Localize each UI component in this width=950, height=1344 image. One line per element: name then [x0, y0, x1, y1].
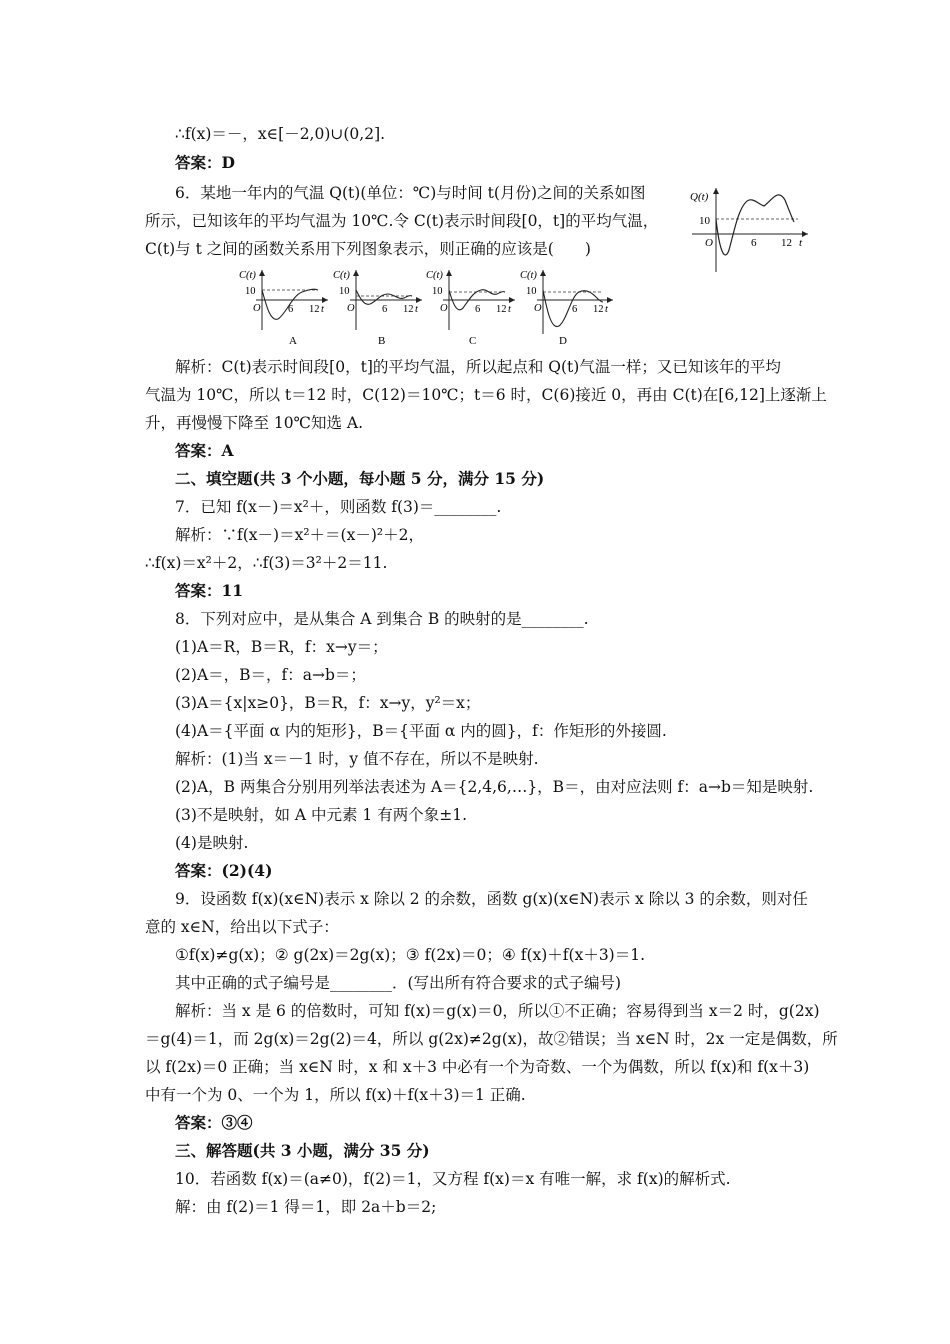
graph-xlabel: t: [605, 304, 608, 315]
graph-y10: 10: [432, 286, 443, 297]
option-graph-a: [236, 264, 331, 348]
option-letter: B: [378, 335, 386, 347]
graph-x6: 6: [475, 304, 481, 315]
graph-x6: 6: [572, 304, 578, 315]
question-8-option-4: (4)A＝{平面 α 内的矩形}，B＝{平面 α 内的圆}，f：作矩形的外接圆.: [175, 722, 667, 740]
graph-x6: 6: [751, 237, 757, 249]
graph-ylabel: C(t): [426, 270, 443, 281]
option-graph-b: [330, 264, 425, 348]
answer-8: 答案：(2)(4): [175, 861, 273, 880]
question-6-line-3: C(t)与 t 之间的函数关系用下列图象表示，则正确的应该是( ): [145, 240, 591, 258]
graph-x12: 12: [593, 304, 604, 315]
graph-x6: 6: [382, 304, 388, 315]
option-letter: A: [289, 335, 297, 347]
graph-xlabel: t: [321, 304, 324, 315]
main-graph-q: [688, 182, 813, 274]
graph-x12: 12: [496, 304, 507, 315]
graph-origin: O: [705, 237, 713, 249]
graph-origin: O: [253, 303, 261, 314]
solution-8-line-4: (4)是映射.: [175, 834, 249, 852]
graph-ylabel: C(t): [520, 270, 537, 281]
solution-7-line-1: 解析：∵f(x－)＝x²＋＝(x－)²＋2，: [175, 526, 424, 544]
graph-xlabel: t: [508, 304, 511, 315]
question-9-line-3: ①f(x)≠g(x)；② g(2x)＝2g(x)；③ f(2x)＝0；④ f(x)＋f(x＋3)＝1.: [175, 946, 646, 964]
option-letter: D: [559, 335, 567, 347]
solution-8-line-2: (2)A，B 两集合分别用列举法表述为 A＝{2,4,6,…}，B＝，由对应法则 f：a→b＝知是映射.: [175, 778, 814, 796]
graph-xlabel: t: [799, 237, 803, 249]
answer-7: 答案：11: [175, 581, 244, 600]
section-3-heading: 三、解答题(共 3 小题，满分 35 分): [175, 1141, 430, 1160]
graph-xlabel: t: [415, 304, 418, 315]
graph-origin: O: [347, 303, 355, 314]
solution-6-line-3: 升，再慢慢下降至 10℃知选 A.: [145, 414, 364, 432]
question-8-option-1: (1)A＝R，B＝R，f：x→y＝；: [175, 638, 388, 656]
question-9-line-1: 9．设函数 f(x)(x∈N)表示 x 除以 2 的余数，函数 g(x)(x∈N)表示 x 除以 3 的余数，则对任: [175, 890, 808, 908]
solution-9-line-4: 中有一个为 0、一个为 1，所以 f(x)＋f(x＋3)＝1 正确.: [145, 1086, 526, 1104]
option-graph-d: [517, 264, 617, 348]
graph-x12: 12: [403, 304, 414, 315]
question-8: 8．下列对应中，是从集合 A 到集合 B 的映射的是________.: [175, 610, 589, 628]
graph-y10: 10: [526, 286, 537, 297]
question-7: 7．已知 f(x－)＝x²＋，则函数 f(3)＝________.: [175, 498, 502, 516]
graph-y10: 10: [699, 215, 710, 227]
text-line: ∴f(x)＝－，x∈[－2,0)∪(0,2].: [175, 125, 386, 143]
answer-9: 答案：③④: [175, 1113, 253, 1132]
section-2-heading: 二、填空题(共 3 个小题，每小题 5 分，满分 15 分): [175, 469, 545, 488]
question-9-line-2: 意的 x∈N，给出以下式子：: [145, 918, 339, 936]
option-graph-c: [423, 264, 518, 348]
answer-6: 答案：A: [175, 441, 234, 460]
solution-10: 解：由 f(2)＝1 得＝1，即 2a＋b＝2;: [175, 1198, 437, 1216]
solution-8-line-1: 解析：(1)当 x＝－1 时，y 值不存在，所以不是映射.: [175, 750, 539, 768]
graph-x12: 12: [309, 304, 320, 315]
question-8-option-2: (2)A＝，B＝，f：a→b＝；: [175, 666, 366, 684]
question-9-line-4: 其中正确的式子编号是________．(写出所有符合要求的式子编号): [175, 974, 622, 992]
graph-ylabel: C(t): [239, 270, 256, 281]
solution-9-line-1: 解析：当 x 是 6 的倍数时，可知 f(x)＝g(x)＝0，所以①不正确；容易得到当 x＝2 时，g(2x): [175, 1002, 820, 1020]
solution-8-line-3: (3)不是映射，如 A 中元素 1 有两个象±1.: [175, 806, 467, 824]
graph-y10: 10: [339, 286, 350, 297]
question-10: 10．若函数 f(x)＝(a≠0)，f(2)＝1，又方程 f(x)＝x 有唯一解，求 f(x)的解析式.: [175, 1170, 731, 1188]
question-6-line-2: 所示，已知该年的平均气温为 10℃.令 C(t)表示时间段[0，t]的平均气温，: [145, 212, 659, 230]
question-8-option-3: (3)A＝{x|x≥0}，B＝R，f：x→y，y²＝x；: [175, 694, 481, 712]
option-letter: C: [469, 335, 477, 347]
solution-9-line-3: 以 f(2x)＝0 正确；当 x∈N 时，x 和 x＋3 中必有一个为奇数、一个为偶数，所以 f(x)和 f(x＋3): [145, 1058, 810, 1076]
graph-x12: 12: [781, 237, 792, 249]
solution-7-line-2: ∴f(x)＝x²＋2，∴f(3)＝3²＋2＝11.: [145, 554, 388, 572]
graph-ylabel: C(t): [333, 270, 350, 281]
graph-y10: 10: [245, 286, 256, 297]
question-6-line-1: 6．某地一年内的气温 Q(t)(单位：℃)与时间 t(月份)之间的关系如图: [175, 184, 646, 202]
graph-ylabel: Q(t): [690, 191, 709, 203]
solution-9-line-2: ＝g(4)＝1，而 2g(x)＝2g(2)＝4，所以 g(2x)≠2g(x)，故②错误；当 x∈N 时，2x 一定是偶数，所: [145, 1030, 838, 1048]
solution-6-line-2: 气温为 10℃，所以 t＝12 时，C(12)＝10℃；t＝6 时，C(6)接近 0，再由 C(t)在[6,12]上逐渐上: [145, 386, 827, 404]
solution-6-line-1: 解析：C(t)表示时间段[0，t]的平均气温，所以起点和 Q(t)气温一样；又已知该年的平均: [175, 358, 781, 376]
graph-origin: O: [440, 303, 448, 314]
answer-line: 答案：D: [175, 153, 235, 172]
graph-x6: 6: [288, 304, 294, 315]
graph-origin: O: [534, 303, 542, 314]
